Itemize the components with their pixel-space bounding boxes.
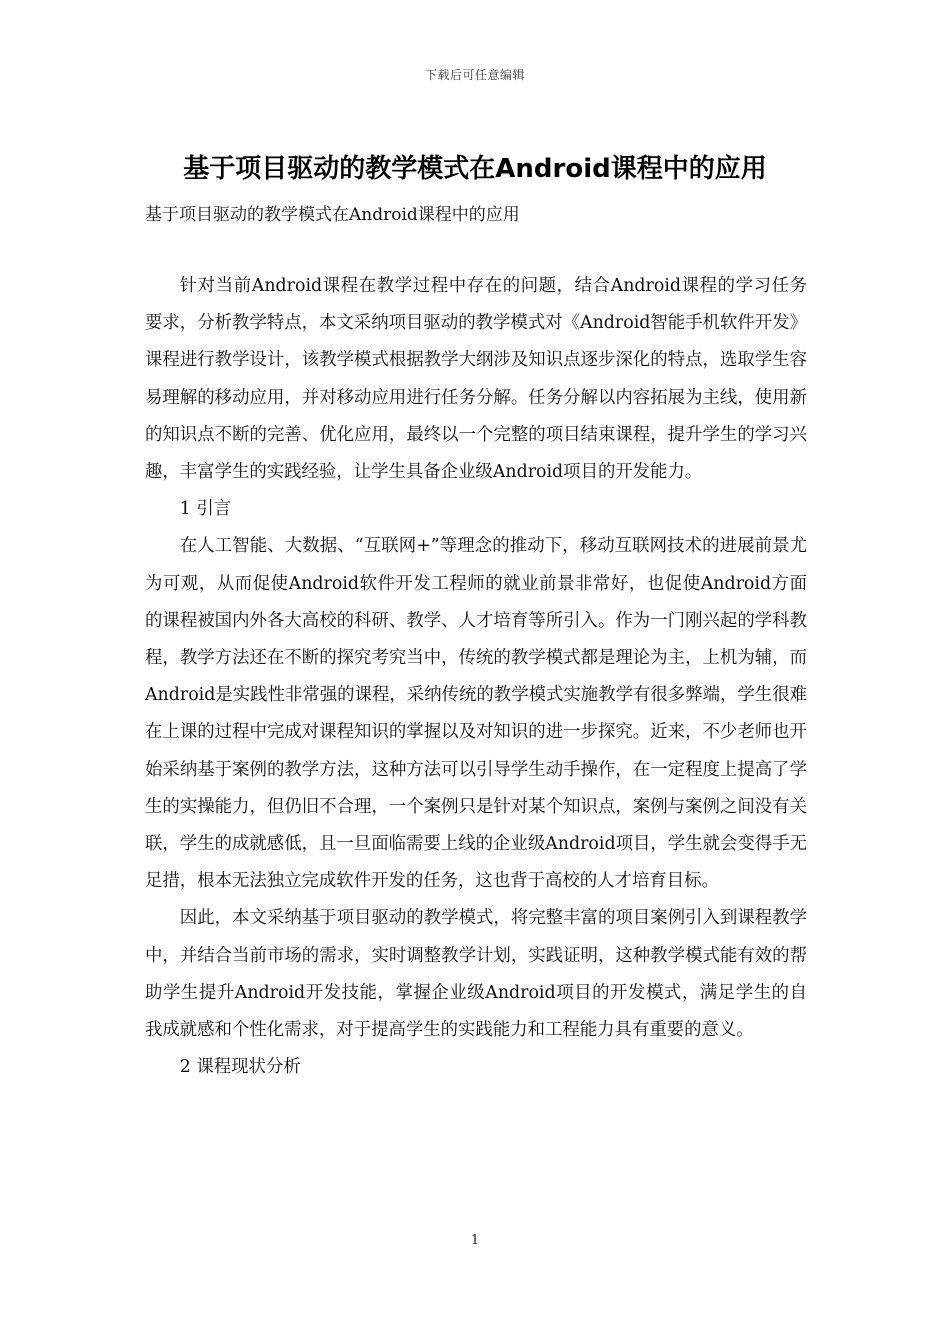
document-subtitle: 基于项目驱动的教学模式在Android课程中的应用 (145, 205, 520, 225)
section-heading-course-analysis: 2 课程现状分析 (179, 1057, 301, 1078)
document-title: 基于项目驱动的教学模式在Android课程中的应用 (183, 154, 767, 184)
introduction-paragraph: 在人工智能、大数据、“互联网+”等理念的推动下，移动互联网技术的进展前景尤为可观，从而促使Android软件开发工程师的就业前景非常好，也促使Android方面的课程被国内外各大高校的科研、教学、人才培育等所引入。作为一门刚兴起的学科教程，教学方法还在不断的探究考究当中，传统的教学模式都是理论为主，上机为辅，而Android是实践性非常强的课程，采纳传统的教学模式实施教学有很多弊端，学生很难在上课的过程中完成对课程知识的掌握以及对知识的进一步探究。近来，不少老师也开始采纳基于案例的教学方法，这种方法可以引导学生动手操作，在一定程度上提高了学生的实操能力，但仍旧不合理，一个案例只是针对某个知识点，案例与案例之间没有关联，学生的成就感低，且一旦面临需要上线的企业级Android项目，学生就会变得手无足措，根本无法独立完成软件开发的任务，这也背于高校的人才培育目标。 (145, 536, 807, 892)
document-body (145, 268, 807, 1086)
header-note: 下载后可任意编辑 (424, 68, 525, 82)
method-paragraph: 因此，本文采纳基于项目驱动的教学模式，将完整丰富的项目案例引入到课程教学中，并结合当前市场的需求，实时调整教学计划，实践证明，这种教学模式能有效的帮助学生提升Android开发技能，掌握企业级Android项目的开发模式，满足学生的自我成就感和个性化需求，对于提高学生的实践能力和工程能力具有重要的意义。 (145, 908, 807, 1041)
abstract-paragraph: 针对当前Android课程在教学过程中存在的问题，结合Android课程的学习任务要求，分析教学特点，本文采纳项目驱动的教学模式对《Android智能手机软件开发》课程进行教学设计，该教学模式根据教学大纲涉及知识点逐步深化的特点，选取学生容易理解的移动应用，并对移动应用进行任务分解。任务分解以内容拓展为主线，使用新的知识点不断的完善、优化应用，最终以一个完整的项目结束课程，提升学生的学习兴趣，丰富学生的实践经验，让学生具备企业级Android项目的开发能力。 (145, 276, 807, 483)
page-number: 1 (470, 1233, 480, 1248)
section-heading-introduction: 1 引言 (179, 499, 232, 520)
